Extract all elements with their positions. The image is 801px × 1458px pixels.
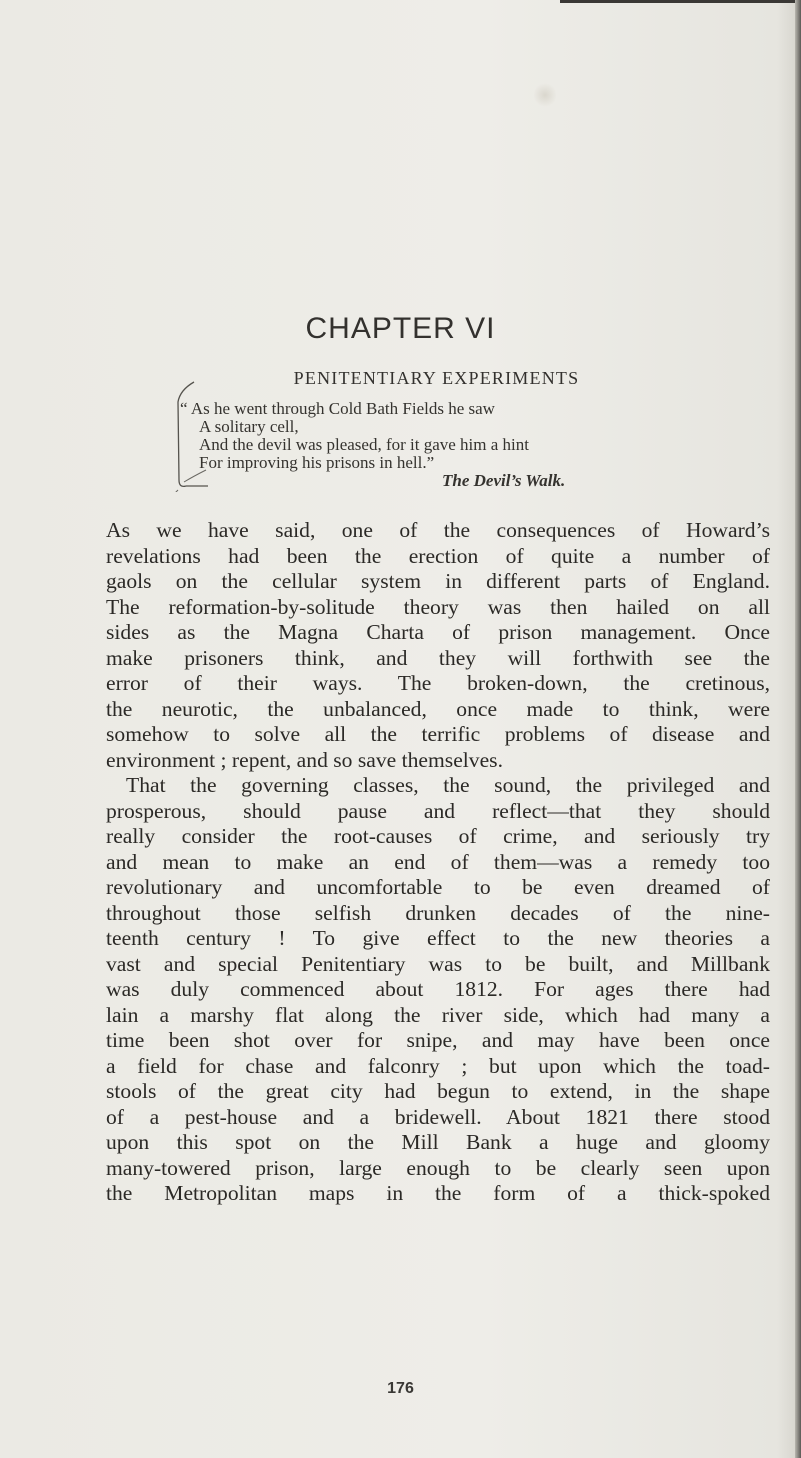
text-line: time been shot over for snipe, and may have been once [106,1028,770,1052]
text-line: throughout those selfish drunken decades of the nine- [106,900,770,925]
text-line: As we have said, one of the consequences of Howard’s [106,518,770,542]
text-line: really consider the root-causes of crime, and seriously try [106,824,770,848]
page-binding-edge [795,0,801,1458]
text-line: the Metropolitan maps in the form of a thick-spoked [106,1181,770,1205]
paper-stain [534,82,556,108]
epigraph-line: “ As he went through Cold Bath Fields he saw [180,399,495,418]
chapter-title: CHAPTER VI [305,312,496,345]
text-line: revelations had been the erection of quite a number of [106,543,770,568]
text-line: many-towered prison, large enough to be clearly seen upon [106,1155,770,1180]
text-line: That the governing classes, the sound, the privileged and [126,773,770,797]
epigraph-attribution: The Devil’s Walk. [442,471,566,490]
text-line: The reformation-by-solitude theory was then hailed on all [106,594,770,619]
text-line: prosperous, should pause and reflect—that they should [106,798,770,823]
text-line: make prisoners think, and they will forthwith see the [106,645,770,670]
text-line: was duly commenced about 1812. For ages there had [106,977,770,1001]
epigraph [180,400,780,490]
epigraph-line: For improving his prisons in hell.” [199,453,435,472]
text-line: revolutionary and uncomfortable to be even dreamed of [106,875,770,899]
text-line: error of their ways. The broken-down, the cretinous, [106,671,770,695]
page-number: 176 [387,1380,414,1397]
section-title: PENITENTIARY EXPERIMENTS [293,368,580,388]
text-line: sides as the Magna Charta of prison management. Once [106,620,770,644]
top-edge-rule [560,0,801,3]
body-text [106,518,770,1207]
text-line: environment ; repent, and so save themselves. [106,747,503,772]
text-line: stools of the great city had begun to extend, in the shape [106,1079,770,1103]
text-line: the neurotic, the unbalanced, once made to think, were [106,696,770,721]
epigraph-line: A solitary cell, [199,417,299,436]
text-line: of a pest-house and a bridewell. About 1821 there stood [106,1104,770,1129]
text-line: a field for chase and falconry ; but upon which the toad- [106,1053,770,1078]
text-line: somehow to solve all the terrific problems of disease and [106,722,770,746]
text-line: gaols on the cellular system in different parts of England. [106,569,770,593]
epigraph-line: And the devil was pleased, for it gave him a hint [199,435,529,454]
text-line: teenth century ! To give effect to the new theories a [106,926,770,950]
text-line: upon this spot on the Mill Bank a huge and gloomy [106,1130,770,1154]
text-line: lain a marshy flat along the river side, which had many a [106,1002,770,1027]
text-line: vast and special Penitentiary was to be built, and Millbank [106,951,770,976]
text-line: and mean to make an end of them—was a remedy too [106,849,770,874]
